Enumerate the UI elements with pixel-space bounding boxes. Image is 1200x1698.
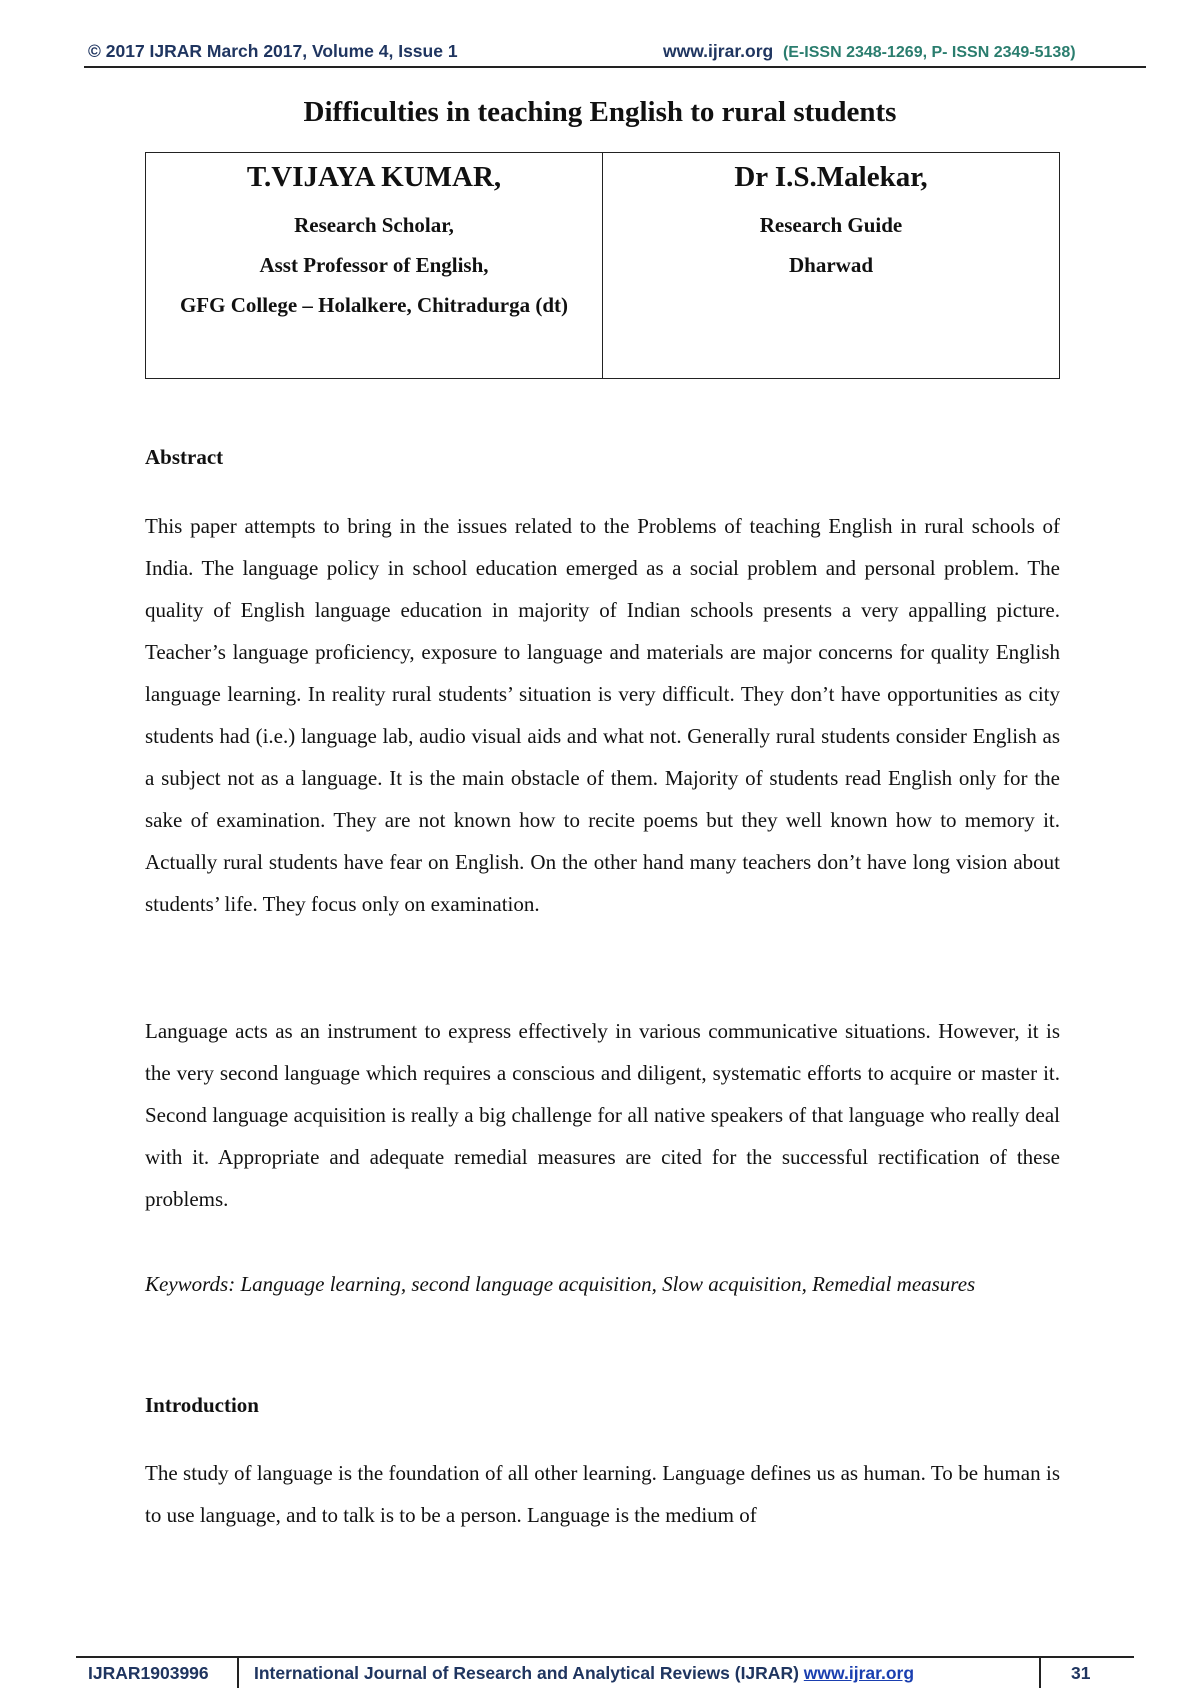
introduction-heading: Introduction (145, 1393, 259, 1417)
paper-title: Difficulties in teaching English to rural students (303, 96, 897, 128)
author-affiliation-line: Research Scholar, (294, 213, 454, 237)
footer-rule (76, 1656, 1134, 1658)
author-name-2: Dr I.S.Malekar, (734, 161, 928, 193)
page-number: 31 (1071, 1663, 1091, 1683)
footer-journal-name: International Journal of Research and Analytical Reviews (IJRAR) (254, 1663, 799, 1683)
abstract-paragraph-1: This paper attempts to bring in the issues related to the Problems of teaching English in rural schools of India. The language policy in school education emerged as a social problem and personal problem. The quality of English language education in majority of Indian schools presents a very appalling picture. Teacher’s language proficiency, exposure to language and materials are major concerns for quality English language learning. In reality rural students’ situation is very difficult. They don’t have opportunities as city students had (i.e.) language lab, audio visual aids and what not. Generally rural students consider English as a subject not as a language. It is the main obstacle of them. Majority of students read English only for the sake of examination. They are not known how to recite poems but they well known how to memory it. Actually rural students have fear on English. On the other hand many teachers don’t have long vision about students’ life. They focus only on examination. (145, 514, 1060, 916)
keywords: Keywords: Language learning, second language acquisition, Slow acquisition, Remedial measures (145, 1272, 976, 1296)
journal-header-right (663, 41, 1076, 62)
author-name-1: T.VIJAYA KUMAR, (246, 161, 502, 193)
header-site-link[interactable]: www.ijrar.org (663, 41, 774, 61)
introduction-paragraph-1: The study of language is the foundation of all other learning. Language defines us as human. To be human is to use language, and to talk is to be a person. Language is the medium of (145, 1461, 1060, 1527)
abstract-heading: Abstract (145, 445, 224, 469)
author-table (145, 152, 1060, 379)
footer-site-link[interactable]: www.ijrar.org (803, 1663, 915, 1683)
footer-separator (237, 1658, 239, 1688)
author-affiliation-line: Research Guide (759, 213, 903, 237)
footer-article-id: IJRAR1903996 (88, 1663, 209, 1683)
abstract-paragraph-2: Language acts as an instrument to express effectively in various communicative situations. However, it is the very second language which requires a conscious and diligent, systematic efforts to acquire or master it. Second language acquisition is really a big challenge for all native speakers of that language who really deal with it. Appropriate and adequate remedial measures are cited for the successful rectification of these problems. (145, 1019, 1060, 1211)
header-issn: (E-ISSN 2348-1269, P- ISSN 2349-5138) (782, 44, 1076, 61)
journal-header-left: © 2017 IJRAR March 2017, Volume 4, Issue 1 (88, 41, 458, 61)
author-affiliation-line: GFG College – Holalkere, Chitradurga (dt) (179, 293, 569, 317)
author-affiliation-line: Asst Professor of English, (259, 253, 489, 277)
header-rule (84, 66, 1146, 68)
author-cell-1 (146, 153, 603, 378)
author-cell-2 (603, 153, 1059, 378)
footer-separator (1039, 1658, 1041, 1688)
footer-journal (254, 1663, 914, 1684)
author-affiliation-line: Dharwad (788, 253, 873, 277)
